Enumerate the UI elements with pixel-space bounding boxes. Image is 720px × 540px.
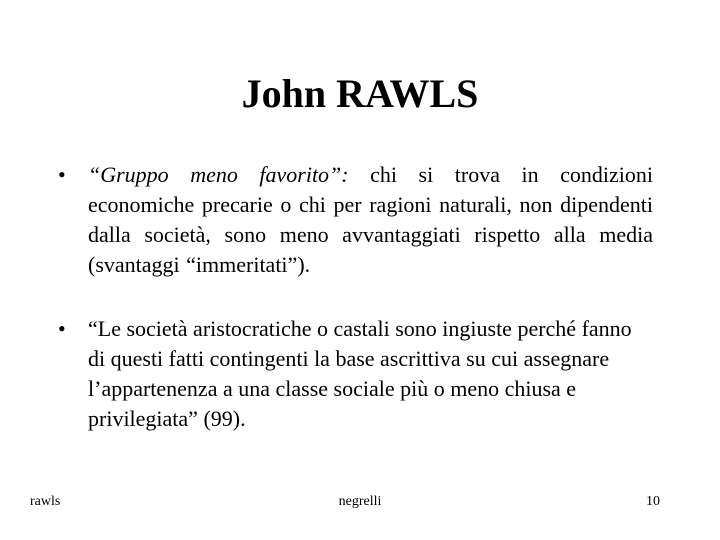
bullet-text: “Le società aristocratiche o castali sono ingiuste perché fanno di questi fatti contingenti la base ascrittiva su cui assegnare l’appartenenza a una classe sociale più o meno chiusa e privilegiata” (99). — [88, 316, 632, 431]
slide-number: 10 — [646, 494, 660, 509]
bullet-body: chi si trova in condizioni economiche precarie o chi per ragioni naturali, non dipendenti dalla società, sono meno avvantaggiati rispetto alla media (svantaggi “immeritati”). — [88, 162, 654, 277]
slide-title: John RAWLS — [241, 71, 479, 116]
footer-presenter: negrelli — [338, 494, 382, 509]
bullet-mark: • — [58, 162, 66, 187]
footer-author: rawls — [30, 494, 61, 509]
bullet-lead-term: “Gruppo meno favorito”: — [88, 162, 349, 187]
bullet-mark: • — [58, 316, 66, 341]
bullet-text — [88, 160, 653, 280]
